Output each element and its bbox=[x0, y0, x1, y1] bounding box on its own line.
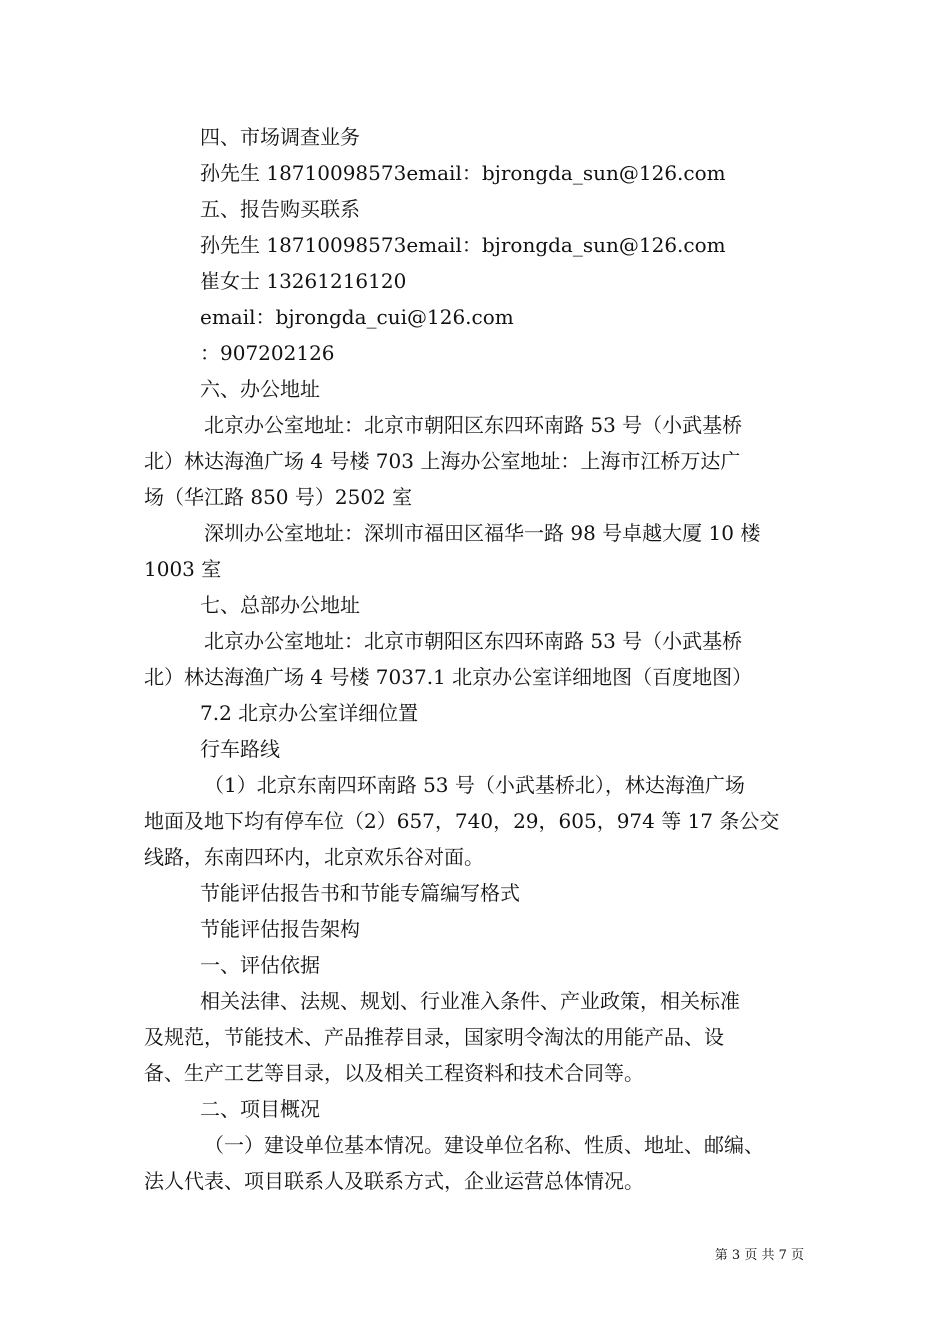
text-line: 孙先生 18710098573email：bjrongda_sun@126.com bbox=[200, 161, 726, 185]
text-line: 及规范，节能技术、产品推荐目录，国家明令淘汰的用能产品、设 bbox=[144, 1025, 724, 1049]
text-line: 北）林达海渔广场 4 号楼 703 上海办公室地址：上海市江桥万达广 bbox=[144, 449, 741, 473]
text-line: 五、报告购买联系 bbox=[200, 197, 360, 221]
text-line: 相关法律、法规、规划、行业准入条件、产业政策，相关标准 bbox=[200, 989, 740, 1013]
text-line: 7.2 北京办公室详细位置 bbox=[200, 701, 419, 725]
text-line: 行车路线 bbox=[200, 737, 280, 761]
text-line: ：907202126 bbox=[200, 341, 335, 365]
text-line: 线路，东南四环内，北京欢乐谷对面。 bbox=[144, 845, 484, 869]
text-line: 深圳办公室地址：深圳市福田区福华一路 98 号卓越大厦 10 楼 bbox=[204, 521, 761, 545]
text-line: 六、办公地址 bbox=[200, 377, 320, 401]
document-body bbox=[144, 119, 824, 1199]
text-line: （一）建设单位基本情况。建设单位名称、性质、地址、邮编、 bbox=[204, 1133, 764, 1157]
text-line: 节能评估报告书和节能专篇编写格式 bbox=[200, 881, 520, 905]
text-line: 备、生产工艺等目录，以及相关工程资料和技术合同等。 bbox=[144, 1061, 644, 1085]
text-line: 北京办公室地址：北京市朝阳区东四环南路 53 号（小武基桥 bbox=[204, 413, 743, 437]
text-line: 一、评估依据 bbox=[200, 953, 320, 977]
text-line: 七、总部办公地址 bbox=[200, 593, 360, 617]
text-line: 四、市场调查业务 bbox=[200, 125, 360, 149]
text-line: 孙先生 18710098573email：bjrongda_sun@126.com bbox=[200, 233, 726, 257]
text-line: 法人代表、项目联系人及联系方式，企业运营总体情况。 bbox=[144, 1169, 644, 1193]
text-line: email：bjrongda_cui@126.com bbox=[200, 305, 514, 329]
text-line: （1）北京东南四环南路 53 号（小武基桥北），林达海渔广场 bbox=[204, 773, 745, 797]
text-line: 节能评估报告架构 bbox=[200, 917, 360, 941]
text-line: 二、项目概况 bbox=[200, 1097, 320, 1121]
text-line: 北）林达海渔广场 4 号楼 7037.1 北京办公室详细地图（百度地图） bbox=[144, 665, 753, 689]
page-number: 第 3 页 共 7 页 bbox=[714, 1248, 804, 1263]
text-line: 崔女士 13261216120 bbox=[200, 269, 407, 293]
text-line: 场（华江路 850 号）2502 室 bbox=[144, 485, 413, 509]
text-line: 1003 室 bbox=[144, 557, 222, 581]
text-line: 地面及地下均有停车位（2）657，740，29，605，974 等 17 条公交 bbox=[144, 809, 780, 833]
text-line: 北京办公室地址：北京市朝阳区东四环南路 53 号（小武基桥 bbox=[204, 629, 743, 653]
